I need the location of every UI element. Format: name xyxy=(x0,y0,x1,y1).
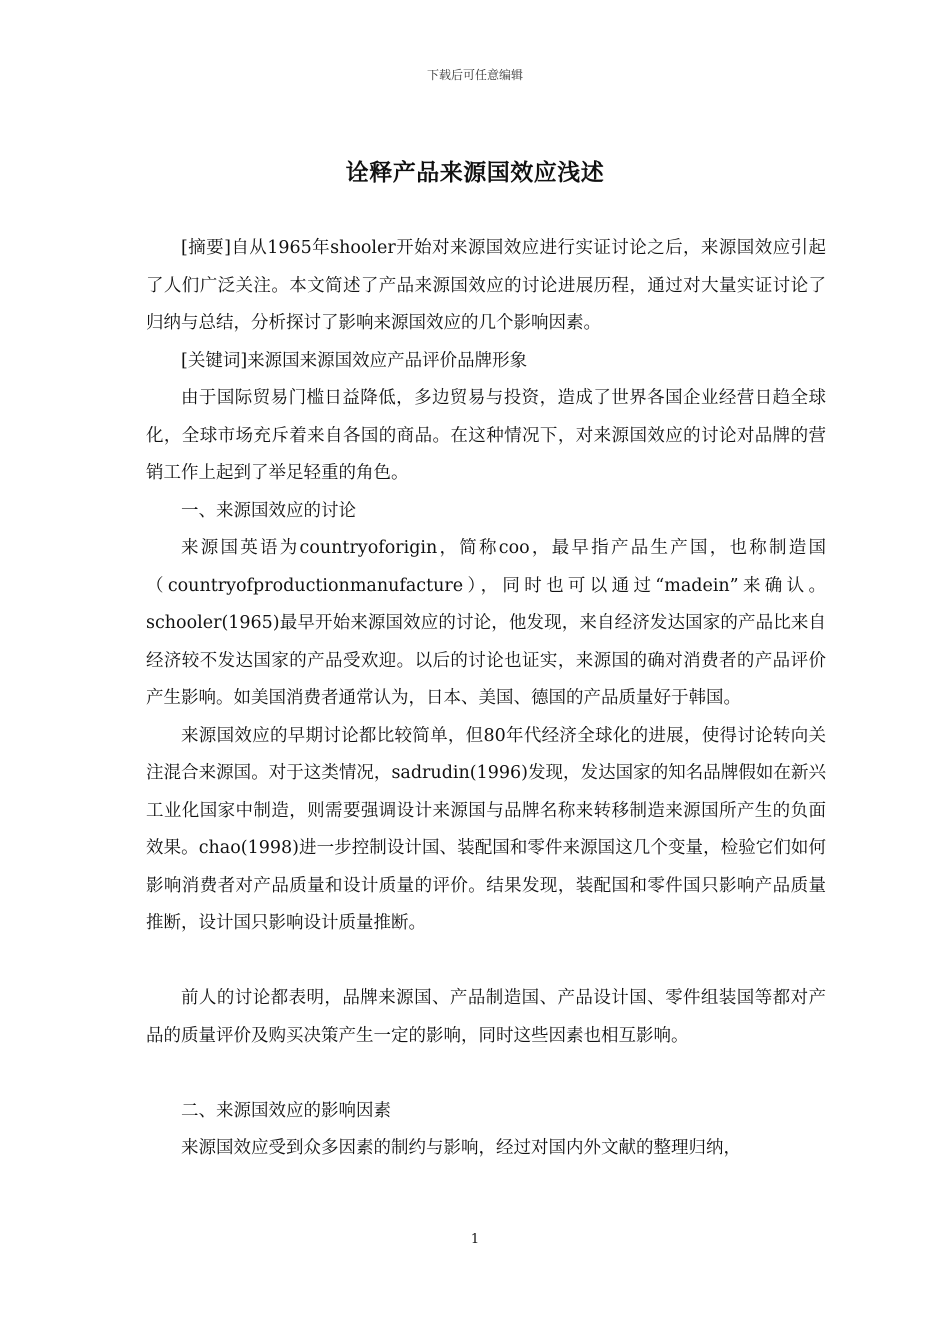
paragraph-spacer xyxy=(146,1055,826,1093)
paragraph-spacer xyxy=(146,943,826,981)
body-paragraph: 来源国效应受到众多因素的制约与影响，经过对国内外文献的整理归纳， xyxy=(181,1138,741,1158)
body-paragraph: 来源国效应的早期讨论都比较简单，但80年代经济全球化的进展，使得讨论转向关注混合来源国。对于这类情况，sadrudin(1996)发现，发达国家的知名品牌假如在新兴工业化国家中制造，则需要强调设计来源国与品牌名称来转移制造来源国所产生的负面效果。chao(1998)进一步控制设计国、装配国和零件来源国这几个变量，检验它们如何影响消费者对产品质量和设计质量的评价。结果发现，装配国和零件国只影响产品质量推断，设计国只影响设计质量推断。 xyxy=(146,725,826,933)
header-note: 下载后可任意编辑 xyxy=(426,68,523,82)
intro-paragraph: 由于国际贸易门槛日益降低，多边贸易与投资，造成了世界各国企业经营日趋全球化，全球市场充斥着来自各国的商品。在这种情况下，对来源国效应的讨论对品牌的营销工作上起到了举足轻重的角色。 xyxy=(146,388,826,483)
document-title: 诠释产品来源国效应浅述 xyxy=(345,160,605,186)
abstract-paragraph: [摘要]自从1965年shooler开始对来源国效应进行实证讨论之后，来源国效应引起了人们广泛关注。本文简述了产品来源国效应的讨论进展历程，通过对大量实证讨论了归纳与总结，分析探讨了影响来源国效应的几个影响因素。 xyxy=(146,238,826,333)
keywords-paragraph: [关键词]来源国来源国效应产品评价品牌形象 xyxy=(181,350,528,371)
document-body xyxy=(146,230,826,1168)
page-number: 1 xyxy=(470,1232,480,1247)
body-paragraph: 来源国英语为countryoforigin，简称coo，最早指产品生产国，也称制造国（countryofproductionmanufacture），同时也可以通过“madein”来确认。schooler(1965)最早开始来源国效应的讨论，他发现，来自经济发达国家的产品比来自经济较不发达国家的产品受欢迎。以后的讨论也证实，来源国的确对消费者的产品评价产生影响。如美国消费者通常认为，日本、美国、德国的产品质量好于韩国。 xyxy=(146,538,826,708)
section-heading-1: 一、来源国效应的讨论 xyxy=(181,500,356,521)
section-heading-2: 二、来源国效应的影响因素 xyxy=(181,1100,391,1121)
body-paragraph: 前人的讨论都表明，品牌来源国、产品制造国、产品设计国、零件组装国等都对产品的质量评价及购买决策产生一定的影响，同时这些因素也相互影响。 xyxy=(146,988,826,1046)
